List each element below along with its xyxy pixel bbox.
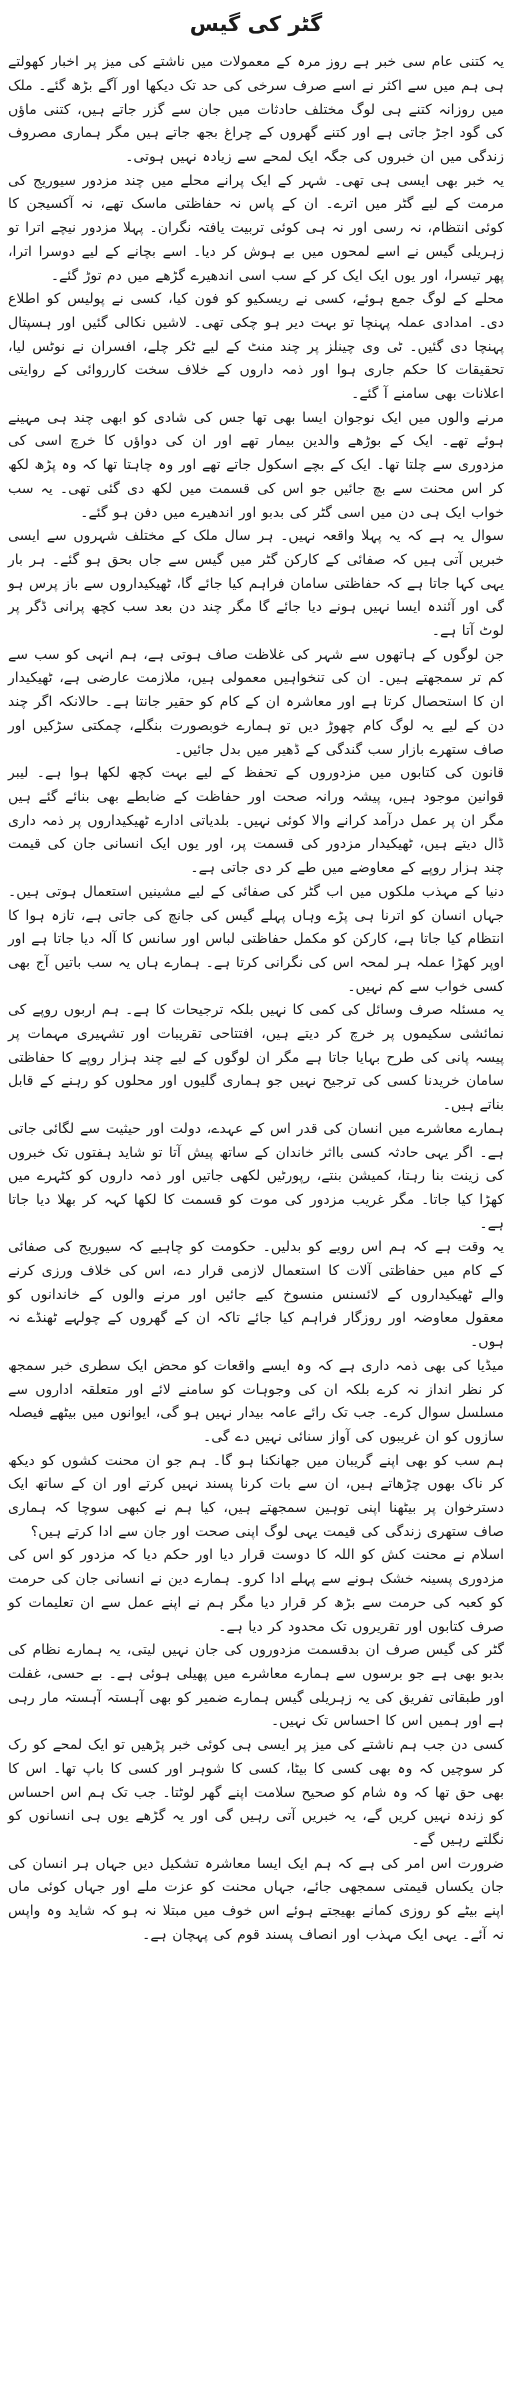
article-paragraph: گٹر کی گیس صرف ان بدقسمت مزدوروں کی جان نہیں لیتی، یہ ہمارے نظام کی بدبو بھی ہے جو برسوں سے ہمارے معاشرے میں پھیلی ہوئی ہے۔ بے حسی، غفلت اور طبقاتی تفریق کی یہ زہریلی گیس ہمارے ضمیر کو بھی آہستہ آہستہ مار رہی ہے اور ہمیں اس کا احساس تک نہیں۔: [8, 1642, 504, 1730]
article-paragraph: کسی دن جب ہم ناشتے کی میز پر ایسی ہی کوئی خبر پڑھیں تو ایک لمحے کو رک کر سوچیں کہ وہ بھی کسی کا بیٹا، کسی کا شوہر اور کسی کا باپ تھا۔ اس کا بھی حق تھا کہ وہ شام کو صحیح سلامت اپنے گھر لوٹتا۔ جب تک ہم اس احساس کو زندہ نہیں کریں گے، یہ خبریں آتی رہیں گی اور یہ گڑھے یوں ہی انسانوں کو نگلتے رہیں گے۔: [8, 1737, 504, 1848]
article-paragraph: محلے کے لوگ جمع ہوئے، کسی نے ریسکیو کو فون کیا، کسی نے پولیس کو اطلاع دی۔ امدادی عملہ پہنچا تو بہت دیر ہو چکی تھی۔ لاشیں نکالی گئیں اور ہسپتال پہنچا دی گئیں۔ ٹی وی چینلز پر چند منٹ کے لیے ٹکر چلے، افسران نے نوٹس لیا، تحقیقات کا حکم جاری ہوا اور ذمہ داروں کے خلاف سخت کارروائی کے روایتی اعلانات بھی سامنے آ گئے۔: [8, 291, 504, 403]
article-paragraph: ہم سب کو بھی اپنے گریبان میں جھانکنا ہو گا۔ ہم جو ان محنت کشوں کو دیکھ کر ناک بھوں چڑھاتے ہیں، ان سے بات کرنا پسند نہیں کرتے اور ان کے ساتھ ایک دسترخوان پر بیٹھنا اپنی توہین سمجھتے ہیں، کیا ہم نے کبھی سوچا کہ ہماری صاف ستھری زندگی کی قیمت یہی لوگ اپنی صحت اور جان سے ادا کرتے ہیں؟: [8, 1452, 504, 1540]
article-paragraph: سوال یہ ہے کہ یہ پہلا واقعہ نہیں۔ ہر سال ملک کے مختلف شہروں سے ایسی خبریں آتی ہیں کہ صفائی کے کارکن گٹر میں گیس سے جاں بحق ہو گئے۔ ہر بار یہی کہا جاتا ہے کہ حفاظتی سامان فراہم کیا جائے گا، ٹھیکیداروں سے باز پرس ہو گی اور آئندہ ایسا نہیں ہونے دیا جائے گا مگر چند دن بعد سب کچھ پرانی ڈگر پر لوٹ آتا ہے۔: [8, 528, 504, 640]
article-paragraph: قانون کی کتابوں میں مزدوروں کے تحفظ کے لیے بہت کچھ لکھا ہوا ہے۔ لیبر قوانین موجود ہیں، پیشہ ورانہ صحت اور حفاظت کے ضابطے بھی بنائے گئے ہیں مگر ان پر عمل درآمد کرانے والا کوئی نہیں۔ بلدیاتی ادارے ٹھیکیداروں پر ذمہ داری ڈال دیتے ہیں، ٹھیکیدار مزدور کی قسمت پر، اور یوں ایک انسانی جان کی قیمت چند ہزار روپے کے معاوضے میں طے کر دی جاتی ہے۔: [8, 765, 504, 877]
article-paragraph: اسلام نے محنت کش کو اللہ کا دوست قرار دیا اور حکم دیا کہ مزدور کو اس کی مزدوری پسینہ خشک ہونے سے پہلے ادا کرو۔ ہمارے دین نے انسانی جان کی حرمت کو کعبہ کی حرمت سے بڑھ کر قرار دیا مگر ہم نے اپنے عمل سے ان تعلیمات کو صرف کتابوں اور تقریروں تک محدود کر دیا ہے۔: [8, 1547, 504, 1635]
article-paragraph: مرنے والوں میں ایک نوجوان ایسا بھی تھا جس کی شادی کو ابھی چند ہی مہینے ہوئے تھے۔ ایک کے بوڑھے والدین بیمار تھے اور ان کی دواؤں کا خرچ اسی کی مزدوری سے چلتا تھا۔ ایک کے بچے اسکول جاتے تھے اور وہ چاہتا تھا کہ وہ پڑھ لکھ کر اس محنت سے بچ جائیں جو اس کی قسمت میں لکھ دی گئی تھی۔ یہ سب خواب ایک ہی دن میں اسی گٹر کی بدبو اور اندھیرے میں دفن ہو گئے۔: [8, 409, 504, 521]
article-title: گٹر کی گیس: [189, 12, 323, 36]
article-paragraph: جن لوگوں کے ہاتھوں سے شہر کی غلاظت صاف ہوتی ہے، ہم انہی کو سب سے کم تر سمجھتے ہیں۔ ان کی تنخواہیں معمولی ہیں، ملازمت عارضی ہے، ٹھیکیدار ان کا استحصال کرتا ہے اور معاشرہ ان کے کام کو حقیر جانتا ہے۔ حالانکہ اگر چند دن کے لیے یہ لوگ کام چھوڑ دیں تو ہمارے خوبصورت بنگلے، چمکتی سڑکیں اور صاف ستھرے بازار سب گندگی کے ڈھیر میں بدل جائیں۔: [8, 646, 504, 758]
article-paragraph: ضرورت اس امر کی ہے کہ ہم ایک ایسا معاشرہ تشکیل دیں جہاں ہر انسان کی جان یکساں قیمتی سمجھی جائے، جہاں محنت کو عزت ملے اور جہاں کوئی ماں اپنے بیٹے کو روزی کمانے بھیجتے ہوئے اس خوف میں مبتلا نہ ہو کہ شاید وہ واپس نہ آئے۔ یہی ایک مہذب اور انصاف پسند قوم کی پہچان ہے۔: [8, 1855, 504, 1943]
article-paragraph: ہمارے معاشرے میں انسان کی قدر اس کے عہدے، دولت اور حیثیت سے لگائی جاتی ہے۔ اگر یہی حادثہ کسی بااثر خاندان کے ساتھ پیش آتا تو شاید ہفتوں تک خبروں کی زینت بنا رہتا، کمیشن بنتے، رپورٹیں لکھی جاتیں اور ذمہ داروں کو کٹہرے میں کھڑا کیا جاتا۔ مگر غریب مزدور کی موت کو قسمت کا لکھا کہہ کر بھلا دیا جاتا ہے۔: [8, 1120, 504, 1232]
article-paragraph: دنیا کے مہذب ملکوں میں اب گٹر کی صفائی کے لیے مشینیں استعمال ہوتی ہیں۔ جہاں انسان کو اترنا ہی پڑے وہاں پہلے گیس کی جانچ کی جاتی ہے، تازہ ہوا کا انتظام کیا جاتا ہے، کارکن کو مکمل حفاظتی لباس اور سانس کا آلہ دیا جاتا ہے اور اوپر کھڑا عملہ ہر لمحہ اس کی نگرانی کرتا ہے۔ ہمارے ہاں یہ سب باتیں آج بھی کسی خواب سے کم نہیں۔: [8, 883, 504, 995]
article-body: [8, 51, 504, 1947]
article-paragraph: میڈیا کی بھی ذمہ داری ہے کہ وہ ایسے واقعات کو محض ایک سطری خبر سمجھ کر نظر انداز نہ کرے بلکہ ان کی وجوہات کو سامنے لائے اور متعلقہ اداروں سے مسلسل سوال کرے۔ جب تک رائے عامہ بیدار نہیں ہو گی، ایوانوں میں بیٹھے فیصلہ سازوں کو ان غریبوں کی آواز سنائی نہیں دے گی۔: [8, 1357, 504, 1445]
article-paragraph: یہ خبر بھی ایسی ہی تھی۔ شہر کے ایک پرانے محلے میں چند مزدور سیوریج کی مرمت کے لیے گٹر میں اترے۔ ان کے پاس نہ حفاظتی ماسک تھے، نہ آکسیجن کا کوئی انتظام، نہ رسی اور نہ ہی کوئی تربیت یافتہ نگران۔ پہلا مزدور نیچے اترا تو زہریلی گیس نے اسے لمحوں میں بے ہوش کر دیا۔ اسے بچانے کے لیے دوسرا اترا، پھر تیسرا، اور یوں ایک ایک کر کے سب اسی اندھیرے گڑھے میں دم توڑ گئے۔: [8, 172, 504, 284]
article-paragraph: یہ وقت ہے کہ ہم اس رویے کو بدلیں۔ حکومت کو چاہیے کہ سیوریج کی صفائی کے کام میں حفاظتی آلات کا استعمال لازمی قرار دے، اس کی خلاف ورزی کرنے والے ٹھیکیداروں کے لائسنس منسوخ کیے جائیں اور مرنے والوں کے خاندانوں کو معقول معاوضہ اور روزگار فراہم کیا جائے تاکہ ان کے گھروں کے چولہے ٹھنڈے نہ ہوں۔: [8, 1239, 504, 1351]
article-paragraph: یہ مسئلہ صرف وسائل کی کمی کا نہیں بلکہ ترجیحات کا ہے۔ ہم اربوں روپے کی نمائشی سکیموں پر خرچ کر دیتے ہیں، افتتاحی تقریبات اور تشہیری مہمات پر پیسہ پانی کی طرح بہایا جاتا ہے مگر ان لوگوں کے لیے چند ہزار روپے کا حفاظتی سامان خریدنا کسی کی ترجیح نہیں جو ہماری گلیوں اور محلوں کو رہنے کے قابل بناتے ہیں۔: [8, 1002, 504, 1114]
article-paragraph: یہ کتنی عام سی خبر ہے روز مرہ کے معمولات میں ناشتے کی میز پر اخبار کھولتے ہی ہم میں سے اکثر نے اسے صرف سرخی کی حد تک دیکھا اور آگے بڑھ گئے۔ ملک میں روزانہ کتنے ہی لوگ مختلف حادثات میں جان سے گزر جاتے ہیں، کتنی ماؤں کی گود اجڑ جاتی ہے اور کتنے گھروں کے چراغ بجھ جاتے ہیں مگر ہماری مصروف زندگی میں ان خبروں کی جگہ ایک لمحے سے زیادہ نہیں ہوتی۔: [8, 54, 504, 165]
